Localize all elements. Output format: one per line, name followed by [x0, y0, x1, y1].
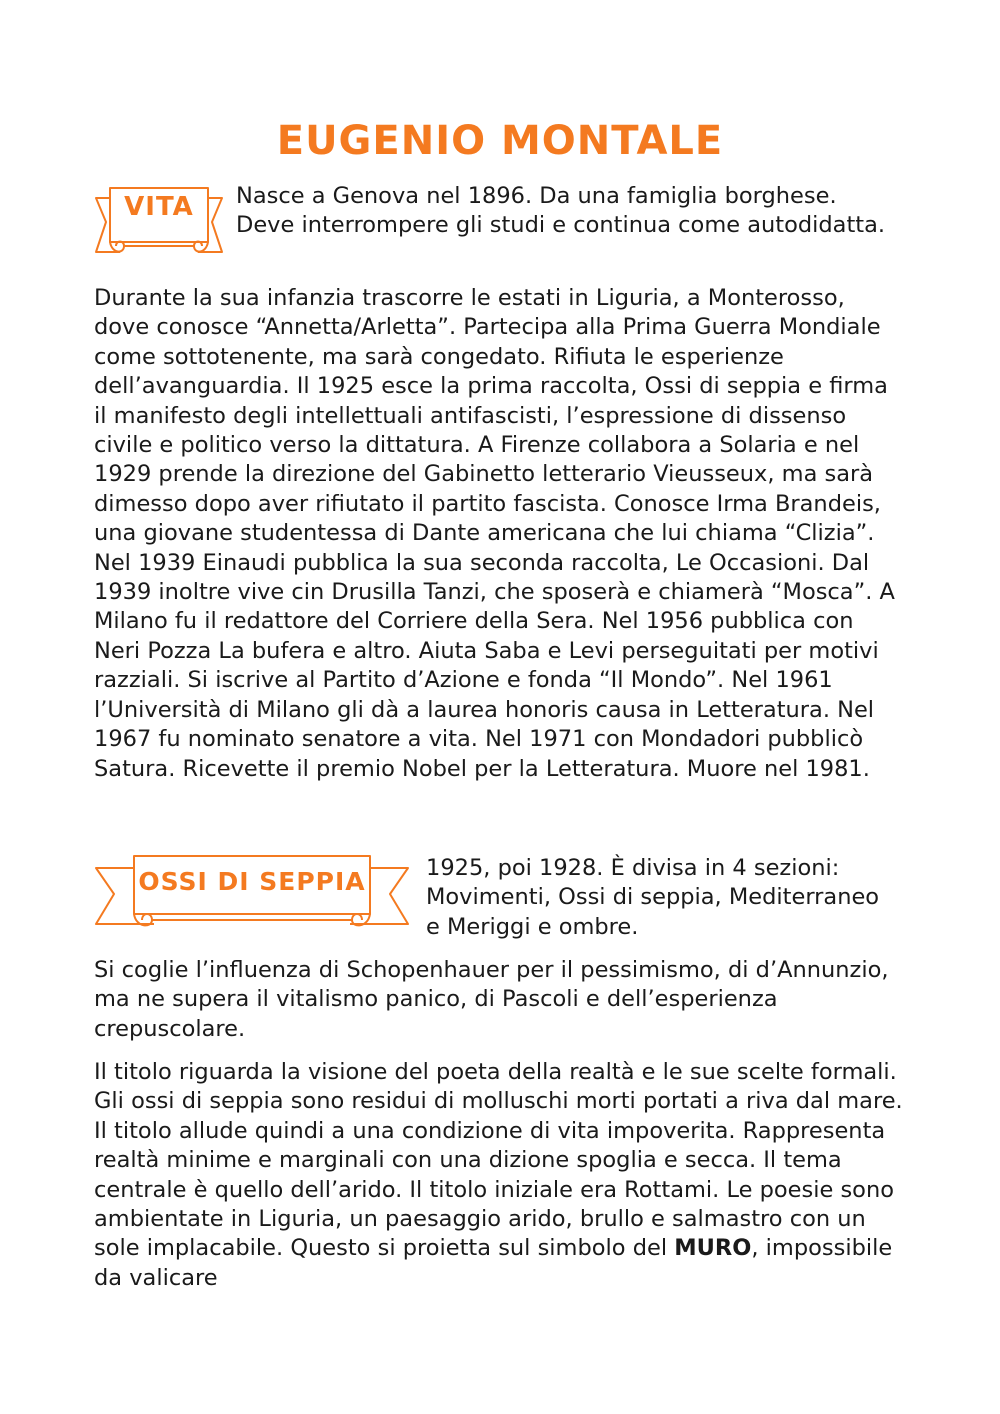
vita-ribbon [94, 180, 224, 264]
muro-keyword: MURO [674, 1235, 752, 1262]
ossi-label: OSSI DI SEPPIA [138, 867, 366, 896]
ossi-intro: 1925, poi 1928. È divisa in 4 sezioni: Movimenti, Ossi di seppia, Mediterraneo e Meriggi e ombre. [426, 855, 880, 940]
ossi-body-text: Il titolo riguarda la visione del poeta della realtà e le sue scelte formali. Gli ossi di seppia sono residui di molluschi morti portati a riva dal mare. Il titolo allude quindi a una condizione di vita impoverita. Rappresenta realtà minime e marginali con una dizione spoglia e secca. Il tema centrale è quello dell’arido. Il titolo iniziale era Rottami. Le poesie sono ambientate in Liguria, un paesaggio arido, brullo e salmastro con un sole implacabile. Questo si proietta sul simbolo del [94, 1059, 903, 1262]
page-title: EUGENIO MONTALE [276, 118, 724, 164]
ossi-body-end: , impossibile da valicare [94, 1235, 893, 1291]
vita-label: VITA [124, 192, 194, 222]
ossi-ribbon [94, 852, 410, 938]
ossi-influences: Si coglie l’influenza di Schopenhauer per il pessimismo, di d’Annunzio, ma ne supera il vitalismo panico, di Pascoli e dell’esperienza crepuscolare. [94, 957, 889, 1042]
vita-body: Durante la sua infanzia trascorre le estati in Liguria, a Monterosso, dove conosce “Annetta/Arletta”. Partecipa alla Prima Guerra Mondiale come sottotenente, ma sarà congedato. Rifiuta le esperienze dell’avanguardia. Il 1925 esce la prima raccolta, Ossi di seppia e firma il manifesto degli intellettuali antifascisti, l’espressione di dissenso civile e politico verso la dittatura. A Firenze collabora a Solaria e nel 1929 prende la direzione del Gabinetto letterario Vieusseux, ma sarà dimesso dopo aver rifiutato il partito fascista. Conosce Irma Brandeis, una giovane studentessa di Dante americana che lui chiama “Clizia”. Nel 1939 Einaudi pubblica la sua seconda raccolta, Le Occasioni. Dal 1939 inoltre vive cin Drusilla Tanzi, che sposerà e chiamerà “Mosca”. A Milano fu il redattore del Corriere della Sera. Nel 1956 pubblica con Neri Pozza La bufera e altro. Aiuta Saba e Levi perseguitati per motivi razziali. Si iscrive al Partito d’Azione e fonda “Il Mondo”. Nel 1961 l’Università di Milano gli dà a laurea honoris causa in Letteratura. Nel 1967 fu nominato senatore a vita. Nel 1971 con Mondadori pubblicò Satura. Ricevette il premio Nobel per la Letteratura. Muore nel 1981. [94, 285, 895, 782]
ossi-body [94, 1058, 906, 1293]
vita-intro: Nasce a Genova nel 1896. Da una famiglia borghese. Deve interrompere gli studi e continua come autodidatta. [236, 183, 886, 239]
